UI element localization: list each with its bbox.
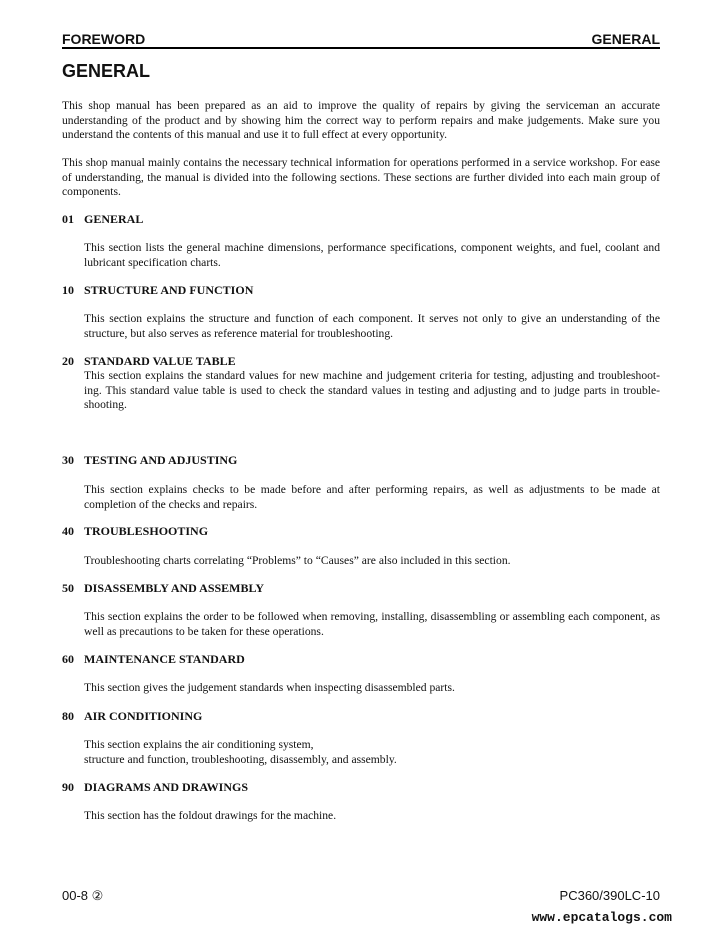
section-10-title: 10 STRUCTURE AND FUNCTION	[62, 283, 254, 297]
page-title: GENERAL	[62, 61, 151, 81]
intro-paragraph-2: This shop manual mainly contains the necessary technical information for operations performed in a service workshop. For ease of understanding, the manual is divided into the following sections. These sections are further divided into each main group of components.	[62, 156, 660, 199]
section-10-body: This section explains the structure and function of each component. It serves not only to give an understanding of the structure, but also serves as reference material for troubleshooting.	[84, 312, 660, 340]
section-30-title: 30 TESTING AND ADJUSTING	[62, 453, 238, 467]
section-01-body: This section lists the general machine dimensions, performance specifications, component weights, and fuel, coolant and lubricant specification charts.	[84, 241, 660, 269]
section-50-body: This section explains the order to be followed when removing, installing, disassembling or assembling each component, as well as precautions to be taken for these operations.	[84, 610, 660, 638]
header-chapter: FOREWORD	[62, 31, 146, 47]
intro-paragraph-1: This shop manual has been prepared as an aid to improve the quality of repairs by giving the serviceman an accurate understanding of the product and by showing him the correct way to perform repairs and make judgements. Make sure you understand the contents of this manual and use it to full effect at every opportunity.	[62, 99, 660, 142]
section-60-body: This section gives the judgement standards when inspecting disassembled parts.	[84, 681, 455, 694]
section-30-body: This section explains checks to be made before and after performing repairs, as well as adjustments to be made at completion of the checks and repairs.	[84, 483, 660, 511]
section-20-body: This section explains the standard values for new machine and judgement criteria for testing, adjusting and troubleshoot-ing. This standard value table is used to check the standard values in testing and adjusting and to judge parts in trouble-shooting.	[84, 369, 660, 412]
header-section: GENERAL	[591, 31, 660, 47]
section-80-title: 80 AIR CONDITIONING	[62, 709, 203, 723]
section-90-title: 90 DIAGRAMS AND DRAWINGS	[62, 780, 249, 794]
page-number: 00-8 ②	[62, 888, 104, 903]
section-20-title: 20 STANDARD VALUE TABLE	[62, 354, 236, 368]
section-90-body: This section has the foldout drawings for the machine.	[84, 809, 337, 822]
watermark-url: www.epcatalogs.com	[531, 910, 672, 925]
section-60-title: 60 MAINTENANCE STANDARD	[62, 652, 245, 666]
section-50-title: 50 DISASSEMBLY AND ASSEMBLY	[62, 581, 265, 595]
page-header	[62, 31, 660, 49]
section-40-title: 40 TROUBLESHOOTING	[62, 524, 209, 538]
section-40-body: Troubleshooting charts correlating “Problems” to “Causes” are also included in this section.	[84, 554, 511, 567]
section-80-body: This section explains the air conditioning system, structure and function, troubleshooting, disassembly, and assembly.	[84, 738, 397, 766]
section-01-title: 01 GENERAL	[62, 212, 144, 226]
model-number: PC360/390LC-10	[559, 888, 660, 903]
